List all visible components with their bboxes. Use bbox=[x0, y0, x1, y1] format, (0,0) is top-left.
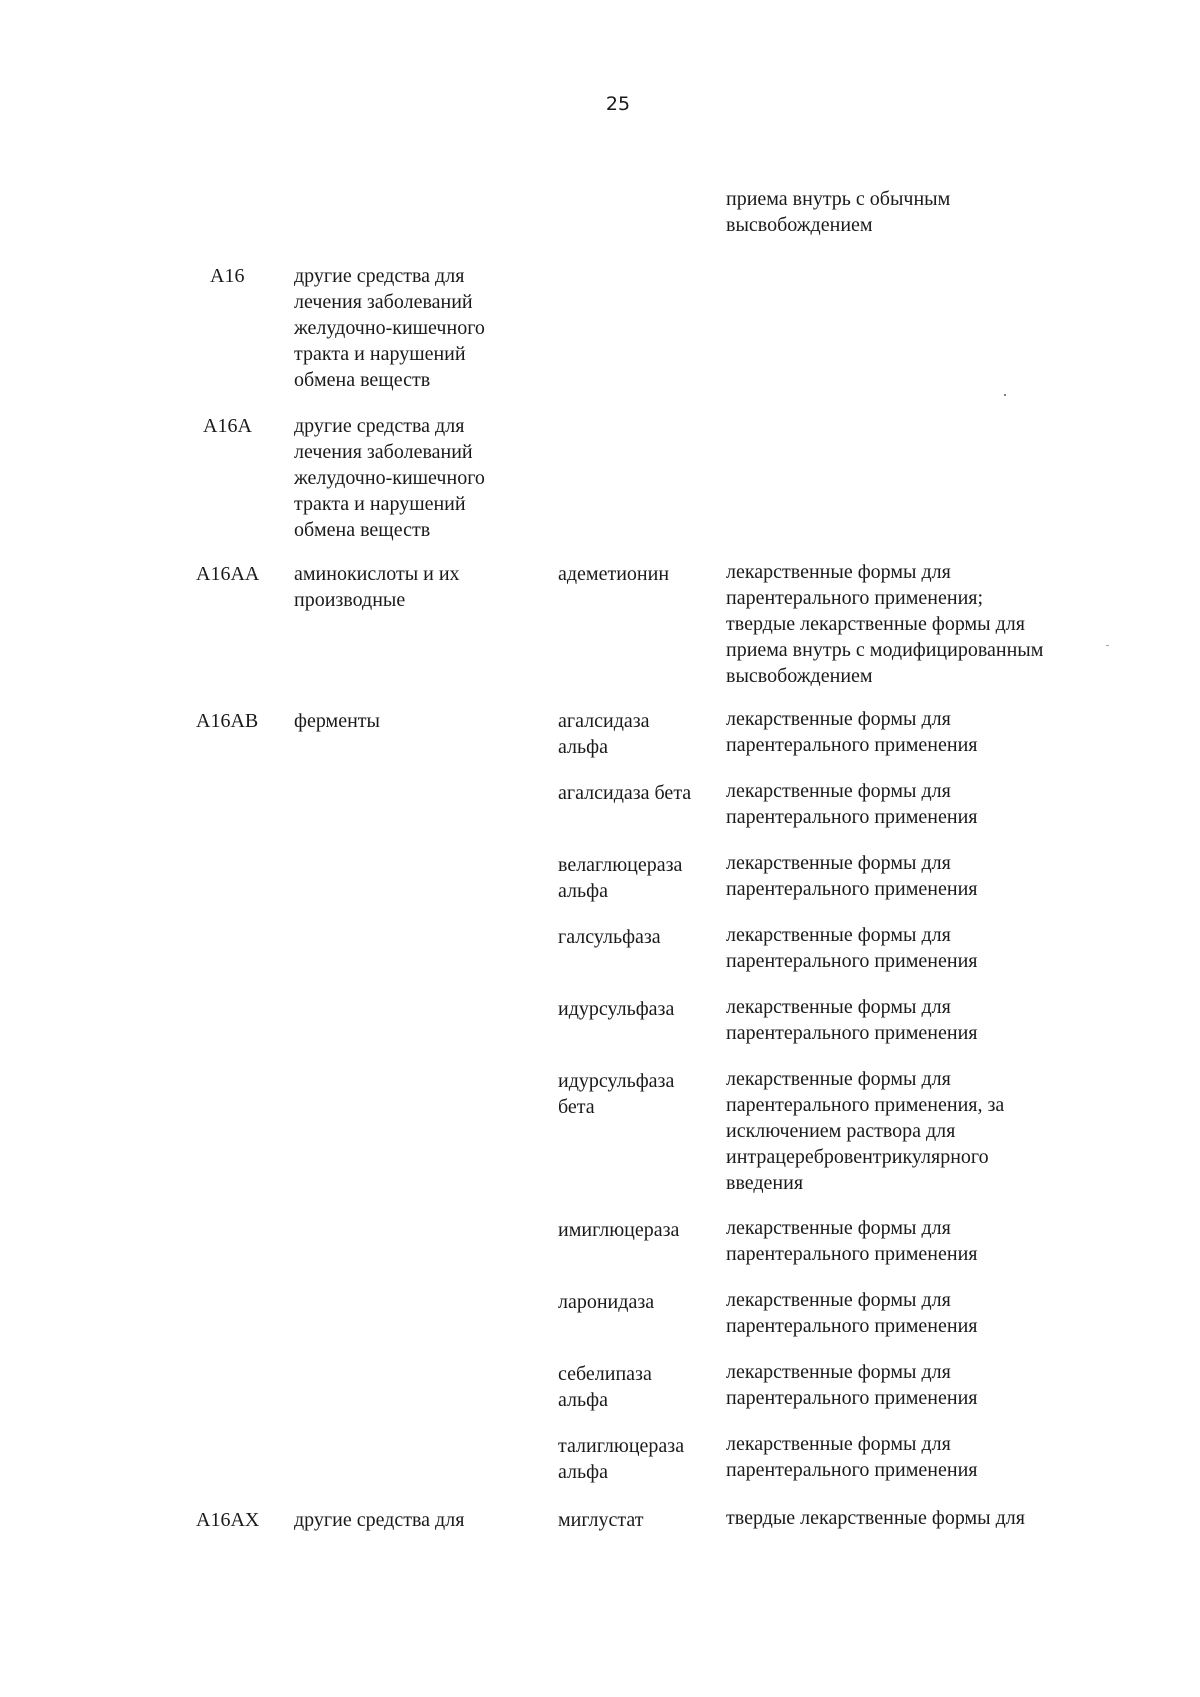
atc-group-name: ферменты bbox=[294, 710, 380, 732]
dosage-form: лекарственные формы для парентерального применения bbox=[726, 1289, 978, 1337]
dosage-form: лекарственные формы для парентерального применения bbox=[726, 708, 978, 756]
scan-speck bbox=[1004, 394, 1006, 396]
drug-name: галсульфаза bbox=[558, 926, 661, 948]
drug-name: себелипаза альфа bbox=[558, 1363, 652, 1411]
drug-name: ларонидаза bbox=[558, 1291, 655, 1313]
drug-name: велаглюцераза альфа bbox=[558, 854, 683, 902]
dosage-form: лекарственные формы для парентерального применения bbox=[726, 1217, 978, 1265]
dosage-form: лекарственные формы для парентерального применения bbox=[726, 780, 978, 828]
drug-name: идурсульфаза бета bbox=[558, 1070, 675, 1118]
atc-group-name: другие средства для лечения заболеваний желудочно-кишечного тракта и нарушений обмена веществ bbox=[294, 265, 485, 391]
page-number: 25 bbox=[605, 93, 631, 115]
dosage-form: твердые лекарственные формы для bbox=[726, 1507, 1025, 1529]
drug-name: миглустат bbox=[558, 1509, 644, 1531]
atc-group-name: другие средства для bbox=[294, 1509, 465, 1531]
drug-name: агалсидаза альфа bbox=[558, 710, 650, 758]
drug-name: талиглюцераза альфа bbox=[558, 1435, 685, 1483]
atc-code: A16AB bbox=[196, 710, 259, 732]
atc-code: A16 bbox=[210, 265, 245, 287]
dosage-form: лекарственные формы для парентерального применения; твердые лекарственные формы для приема внутрь с модифицированным высвобождением bbox=[726, 561, 1044, 687]
scan-speck bbox=[1106, 645, 1109, 646]
drug-name: адеметионин bbox=[558, 563, 670, 585]
dosage-form: лекарственные формы для парентерального применения, за исключением раствора для интрацеребровентрикулярного введения bbox=[726, 1068, 1005, 1194]
continued-form-text: приема внутрь с обычным высвобождением bbox=[726, 188, 951, 236]
atc-code: A16AX bbox=[196, 1509, 260, 1531]
atc-code: A16AA bbox=[196, 563, 260, 585]
dosage-form: лекарственные формы для парентерального применения bbox=[726, 1361, 978, 1409]
atc-group-name: аминокислоты и их производные bbox=[294, 563, 460, 611]
drug-name: идурсульфаза bbox=[558, 998, 675, 1020]
dosage-form: лекарственные формы для парентерального применения bbox=[726, 996, 978, 1044]
drug-name: имиглюцераза bbox=[558, 1219, 680, 1241]
atc-code: A16A bbox=[203, 415, 252, 437]
atc-group-name: другие средства для лечения заболеваний желудочно-кишечного тракта и нарушений обмена веществ bbox=[294, 415, 485, 541]
dosage-form: лекарственные формы для парентерального применения bbox=[726, 1433, 978, 1481]
dosage-form: лекарственные формы для парентерального применения bbox=[726, 924, 978, 972]
drug-name: агалсидаза бета bbox=[558, 782, 692, 804]
dosage-form: лекарственные формы для парентерального применения bbox=[726, 852, 978, 900]
